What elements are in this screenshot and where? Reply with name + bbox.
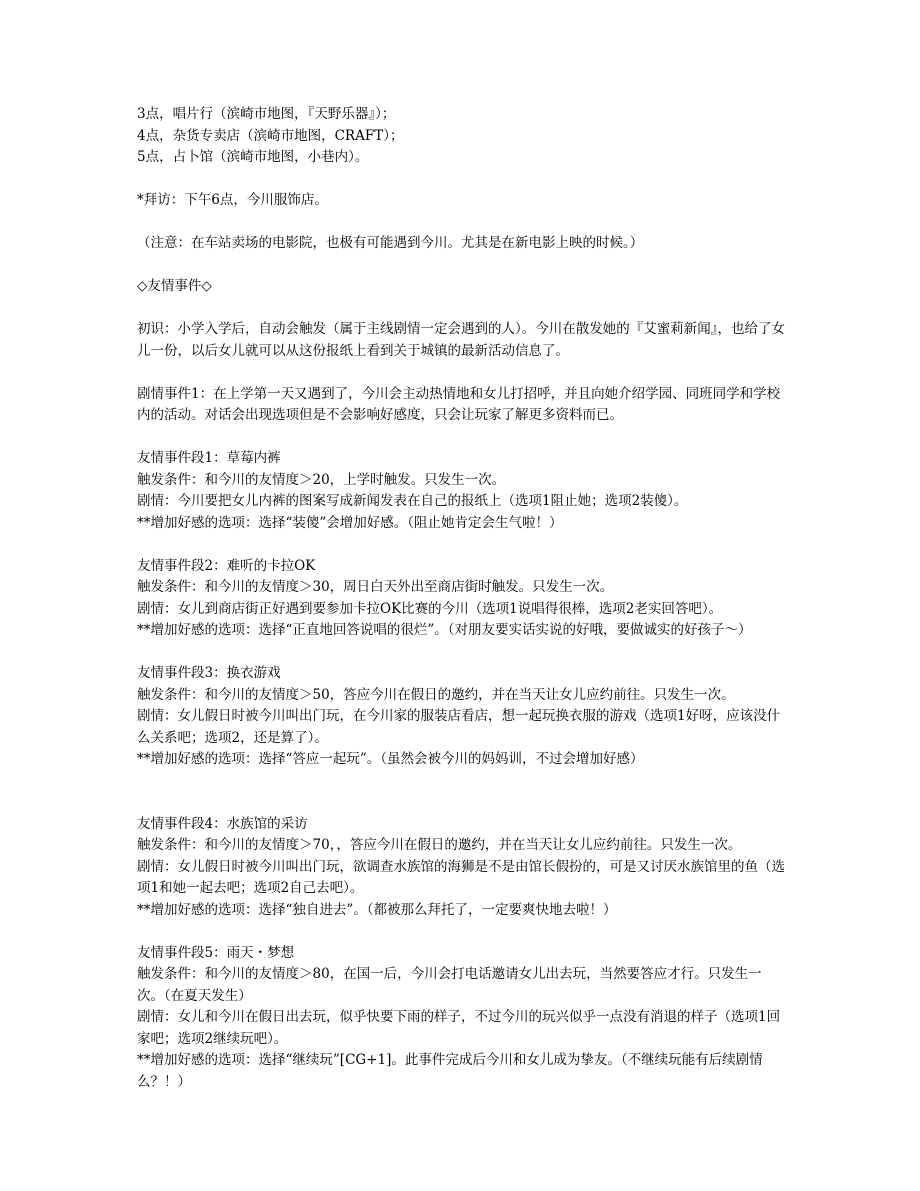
event-title: 友情事件段5：雨天・梦想 [137, 944, 295, 961]
visit-info: *拜访：下午6点，今川服饰店。 [137, 192, 328, 208]
friendship-event-4 [137, 814, 787, 922]
event-plot: 剧情：女儿和今川在假日出去玩，似乎快要下雨的样子，不过今川的玩兴似乎一点没有消退的样子（选项1回家吧；选项2继续玩吧）。 [137, 1009, 781, 1047]
event-trigger: 触发条件：和今川的友情度＞50，答应今川在假日的邀约，并在当天让女儿应约前往。只发生一次。 [137, 686, 735, 703]
event-trigger: 触发条件：和今川的友情度＞30，周日白天外出至商店街时触发。只发生一次。 [137, 579, 614, 595]
note: （注意：在车站卖场的电影院，也极有可能遇到今川。尤其是在新电影上映的时候。） [137, 235, 644, 251]
document-page [137, 104, 787, 1093]
event-plot: 剧情：女儿假日时被今川叫出门玩，欲调查水族馆的海狮是不是由馆长假扮的，可是又讨厌水族馆里的鱼（选项1和她一起去吧；选项2自己去吧）。 [137, 858, 785, 896]
event-title: 友情事件段1：草莓内裤 [137, 450, 281, 466]
friendship-event-1 [137, 448, 787, 534]
event-plot: 剧情：女儿假日时被今川叫出门玩，在今川家的服装店看店，想一起玩换衣服的游戏（选项1好呀，应该没什么关系吧；选项2，还是算了）。 [137, 708, 781, 746]
event-trigger: 触发条件：和今川的友情度＞20，上学时触发。只发生一次。 [137, 471, 506, 488]
friendship-event-3 [137, 663, 787, 771]
event-tip: **增加好感的选项：选择“正直地回答说唱的很烂”。（对朋友要实话实说的好哦，要做诚实的好孩子～） [137, 622, 752, 638]
event-tip: **增加好感的选项：选择“装傻”会增加好感。（阻止她肯定会生气啦！） [137, 514, 563, 531]
event-trigger: 触发条件：和今川的友情度＞80，在国一后，今川会打电话邀请女儿出去玩，当然要答应才行。只发生一次。（在夏天发生） [137, 966, 762, 1004]
location-list [137, 104, 787, 169]
intro-paragraph: 初识：小学入学后，自动会触发（属于主线剧情一定会遇到的人）。今川在散发她的『艾蜜莉新闻』，也给了女儿一份，以后女儿就可以从这份报纸上看到关于城镇的最新活动信息了。 [137, 321, 785, 359]
location-line: 4点，杂货专卖店（滨崎市地图，CRAFT）； [137, 127, 404, 144]
event-plot: 剧情：今川要把女儿内裤的图案写成新闻发表在自己的报纸上（选项1阻止她；选项2装傻）。 [137, 493, 688, 509]
event-title: 友情事件段3：换衣游戏 [137, 665, 281, 681]
event-tip: **增加好感的选项：选择“独自进去”。（都被那么拜托了，一定要爽快地去啦！） [137, 901, 617, 918]
friendship-event-5 [137, 943, 787, 1094]
event-title: 友情事件段4：水族馆的采访 [137, 815, 308, 832]
section-title: ◇友情事件◇ [137, 278, 212, 294]
event-plot: 剧情：女儿到商店街正好遇到要参加卡拉OK比赛的今川（选项1说唱得很棒，选项2老实回答吧）。 [137, 600, 723, 617]
event-trigger: 触发条件：和今川的友情度＞70，，答应今川在假日的邀约，并在当天让女儿应约前往。只发生一次。 [137, 837, 742, 853]
location-line: 5点，占卜馆（滨崎市地图，小巷内）。 [137, 149, 369, 165]
event-tip: **增加好感的选项：选择“继续玩”[CG+1]。此事件完成后今川和女儿成为挚友。（不继续玩能有后续剧情么？！） [137, 1052, 763, 1090]
event-tip: **增加好感的选项：选择“答应一起玩”。（虽然会被今川的妈妈训，不过会增加好感） [137, 751, 644, 767]
location-line: 3点，唱片行（滨崎市地图，『天野乐器』）； [137, 106, 396, 122]
story-event-paragraph: 剧情事件1：在上学第一天又遇到了，今川会主动热情地和女儿打招呼，并且向她介绍学园、同班同学和学校内的活动。对话会出现选项但是不会影响好感度，只会让玩家了解更多资料而已。 [137, 385, 781, 423]
friendship-event-2 [137, 556, 787, 642]
event-title: 友情事件段2：难听的卡拉OK [137, 557, 316, 574]
